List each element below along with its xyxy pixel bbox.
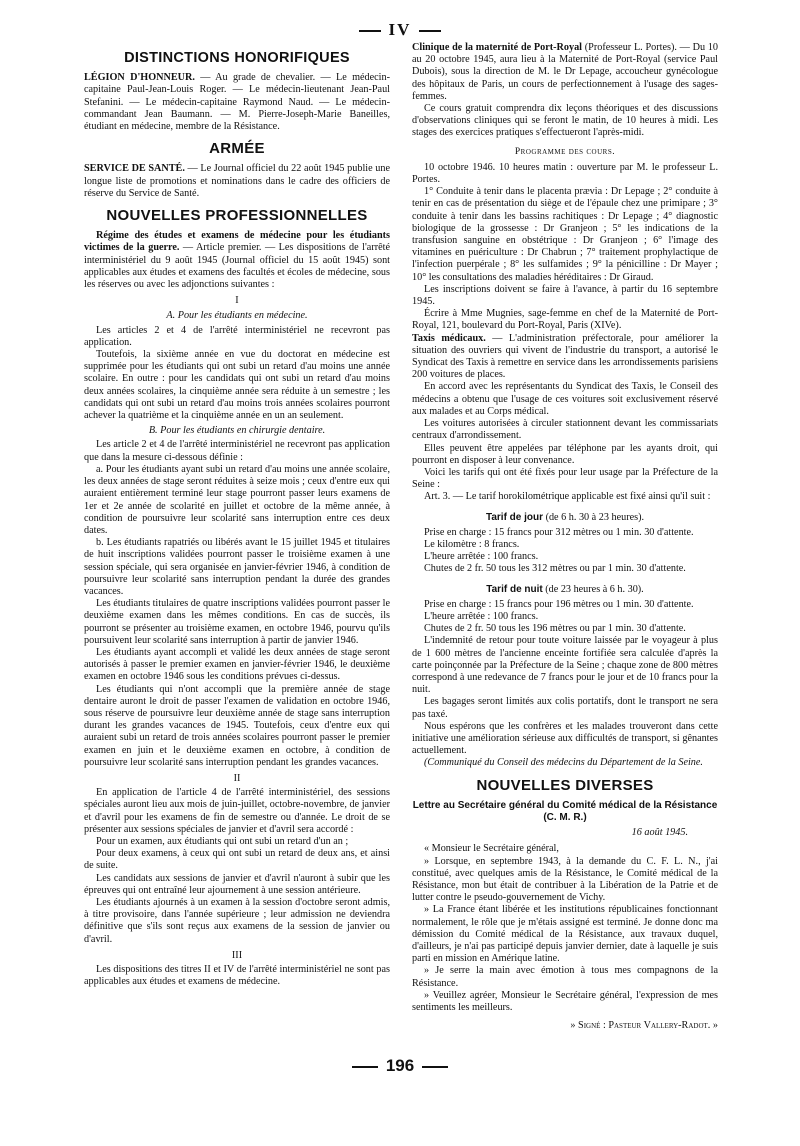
regime-paragraph xyxy=(84,230,390,291)
regime-text: — Article premier. — Les dispositions de l'arrêté interministériel du 9 août 1945 (Journal officiel du 15 août 1945) sont applicables aux études et examens des facultés et écoles de médecine, sous les réserves ou avec les adjonctions suivantes : xyxy=(84,242,390,291)
subheading-medecine: A. Pour les étudiants en médecine. xyxy=(166,310,308,322)
tarif-jour-hours: (de 6 h. 30 à 23 heures). xyxy=(543,511,645,523)
legion-paragraph xyxy=(84,72,390,133)
paragraph: Les dispositions des titres II et IV de l'arrêté interministériel ne sont pas applicables aux études et examens de médecine. xyxy=(84,964,390,988)
armee-text: — Le Journal officiel du 22 août 1945 publie une longue liste de promotions et nominations dans le cadre des officiers de réserve du Service de Santé. xyxy=(84,163,390,199)
letter-title: Lettre au Secrétaire général du Comité médical de la Résistance (C. M. R.) xyxy=(412,799,718,823)
paragraph: Les candidats aux sessions de janvier et d'avril n'auront à subir que les épreuves qui ont entraîné leur ajournement à une session antérieure. xyxy=(84,872,390,896)
paragraph: Les étudiants titulaires de quatre inscriptions validées pourront passer le deuxième examen dans les mêmes conditions. En cas de succès, ils pourront se présenter au troisième examen, en octobre 1946, pourvu qu'ils poursuivent leur scolarité sans interruption à partir de janvier 1946. xyxy=(84,598,390,646)
paragraph: » La France étant libérée et les institutions républicaines fonctionnant normalement, le rôle que je m'étais assigné est terminé. Je donne donc ma démission du Comité médical de la Résistance, aux travaux duquel, d'ailleurs, je n'ai pas participé depuis janvier dernier, date à laquelle je suis parti en mission en Amérique latine. xyxy=(412,904,718,965)
paragraph: L'heure arrêtée : 100 francs. xyxy=(424,610,539,622)
taxis-paragraph xyxy=(412,333,718,382)
paragraph: Les bagages seront limités aux colis portatifs, dont le transport ne sera pas taxé. xyxy=(412,696,718,720)
communique-note: (Communiqué du Conseil des médecins du Département de la Seine. xyxy=(424,757,703,769)
paragraph: Toutefois, la sixième année en vue du doctorat en médecine est supprimée pour les étudiants qui ont subi un retard d'au moins une année scolaire. En outre : pour les candidats qui ont subi un retard d'au moins deux années scolaires, la cinquième année sera réduite à un semestre ; les candidats qui ont subi un retard d'au moins trois années scolaires pourront achever la quatrième et la cinquième année en un an seulement. xyxy=(84,349,390,422)
paragraph: » Lorsque, en septembre 1943, à la demande du C. F. L. N., j'ai constitué, avec quelques amis de la Résistance, le Comité médical de la Résistance, mon but était de contribuer à la Libération de la Patrie et de lutter contre le pseudo-gouvernement de Vichy. xyxy=(412,855,718,904)
signature: » Signé : Pasteur Vallery-Radot. » xyxy=(570,1020,718,1032)
paragraph: Ce cours gratuit comprendra dix leçons théoriques et des discussions d'observations cliniques qui se feront le matin, de 10 heures à midi. Les stages des exercices pratiques s'effectueront l'après-midi. xyxy=(412,103,718,139)
paragraph: Prise en charge : 15 francs pour 196 mètres ou 1 min. 30 d'attente. xyxy=(424,598,694,610)
paragraph: Les inscriptions doivent se faire à l'avance, à partir du 16 septembre 1945. xyxy=(412,283,718,308)
tarif-nuit-label: Tarif de nuit xyxy=(486,583,543,595)
tarif-nuit-hours: (de 23 heures à 6 h. 30). xyxy=(542,583,644,595)
paragraph: Les étudiants ajournés à un examen à la session d'octobre seront admis, à titre provisoire, dans l'année supérieure ; leur admission ne deviendra définitive que s'ils sont reçus aux examens de la session de janvier ou d'avril. xyxy=(84,897,390,945)
paragraph: » Veuillez agréer, Monsieur le Secrétaire général, l'expression de mes sentiments les meilleurs. xyxy=(412,989,718,1014)
left-column xyxy=(84,42,390,988)
paragraph: 1° Conduite à tenir dans le placenta prævia : Dr Lepage ; 2° conduite à tenir en cas de présentation du siège et de l'épaule chez une primipare ; 3° conduite à tenir dans les bassins rachitiques : Dr Lepage ; 4° diagnostic biologique de la grossesse : Dr Granjeon ; 5° les indications de la transfusion sanguine en obstétrique : Dr Granjeon ; 6° l'image des vitamines en puériculture : Dr Chabrun ; 7° traitement prophylactique de l'infection puerpérale ; 8° les sulfamides ; 9° la pénicilline : Dr Mayer ; 10° les consultations des maladies héréditaires : Dr Giraud. xyxy=(412,186,718,283)
paragraph: « Monsieur le Secrétaire général, xyxy=(424,843,559,855)
paragraph: Elles peuvent être appelées par téléphone par les ayants droit, qui pourront en disposer à leur convenance. xyxy=(412,442,718,466)
paragraph: Écrire à Mme Mugnies, sage-femme en chef de la Maternité de Port-Royal, 121, boulevard du Port-Royal, Paris (XIVe). xyxy=(412,308,718,332)
right-column xyxy=(412,42,718,1032)
paragraph: L'indemnité de retour pour toute voiture laissée par le voyageur à plus de 1 600 mètres de l'ancienne enceinte fortifiée sera calculée d'après la carte poinçonnée par la Préfecture de la Seine ; chaque zone de 800 mètres correspond à une redevance de 7 francs pour le jour et de 10 francs pour la nuit. xyxy=(412,635,718,696)
paragraph: Les étudiants ayant accompli et validé les deux années de stage seront autorisés à passer le premier examen en janvier-février 1946, le deuxième examen en octobre 1946 sous les conditions prévues ci-dessus. xyxy=(84,646,390,683)
paragraph: Les étudiants qui n'ont accompli que la première année de stage dentaire auront le droit de passer l'examen de validation en octobre 1946, sous réserve de poursuivre leur deuxième année de stage sans interruption durant les grandes vacances de 1945. Toutefois, ceux d'entre eux qui auraient subi un retard de trois années scolaires pourront passer le premier examen en juin et le deuxième examen en octobre, à condition de poursuivre leur scolarité sans interruption pendant les grandes vacances. xyxy=(84,683,390,768)
paragraph: Pour deux examens, à ceux qui ont subi un retard de deux ans, et ainsi de suite. xyxy=(84,848,390,872)
section-roman-1: I xyxy=(235,295,239,307)
taxis-text: — L'administration préfectorale, pour améliorer la situation des ouvriers qui vivent de l'industrie du transport, a autorisé le Syndicat des Taxis à remettre en service dans les arrondissements parisiens 200 voitures de places. xyxy=(412,332,718,381)
paragraph: a. Pour les étudiants ayant subi un retard d'au moins une année scolaire, les deux années de stage seront réduites à seize mois ; ceux d'entre eux qui auraient entièrement terminé leur stage pourront passer leurs examens de 1er et 2e année de scolarité en juillet et octobre de la même année, à condition de poursuivre leur scolarité sans interruption entre ces deux dates. xyxy=(84,463,390,536)
letter-date: 16 août 1945. xyxy=(631,827,688,839)
paragraph: Le kilomètre : 8 francs. xyxy=(424,538,520,550)
taxis-lead: Taxis médicaux. xyxy=(412,332,486,344)
tarif-jour-label: Tarif de jour xyxy=(485,511,544,523)
paragraph: Chutes de 2 fr. 50 tous les 312 mètres ou par 1 min. 30 d'attente. xyxy=(424,563,686,575)
heading-armee: ARMÉE xyxy=(209,140,265,158)
page-number-bottom: 196 xyxy=(0,1056,800,1076)
paragraph: Art. 3. — Le tarif horokilométrique applicable est fixé ainsi qu'il suit : xyxy=(424,491,711,503)
paragraph: En application de l'article 4 de l'arrêté interministériel, des sessions spéciales auront lieu aux mois de juin-juillet, octobre-novembre, de janvier et d'avril pour les examens de fin de semestre ou d'année. Le droit de se présenter aux sessions spéciales de janvier et d'avril sera accordé : xyxy=(84,787,390,835)
paragraph: En accord avec les représentants du Syndicat des Taxis, le Conseil des médecins a obtenu que l'usage de ces voitures soit exclusivement réservé aux malades et au Corps médical. xyxy=(412,381,718,417)
paragraph: Nous espérons que les confrères et les malades trouveront dans cette initiative une amélioration sérieuse aux difficultés de transport, si gênantes actuellement. xyxy=(412,720,718,757)
paragraph: Pour un examen, aux étudiants qui ont subi un retard d'un an ; xyxy=(96,835,349,847)
programme-title: Programme des cours. xyxy=(514,146,616,157)
paragraph: Prise en charge : 15 francs pour 312 mètres ou 1 min. 30 d'attente. xyxy=(424,526,694,538)
legion-lead: LÉGION D'HONNEUR. xyxy=(84,72,195,84)
armee-paragraph xyxy=(84,163,390,200)
page-number-top: IV xyxy=(0,20,800,40)
tarif-nuit-heading xyxy=(412,584,718,596)
paragraph: » Je serre la main avec émotion à tous mes compagnons de la Résistance. xyxy=(412,965,718,989)
paragraph: Les article 2 et 4 de l'arrêté interministériel ne recevront pas application que dans la mesure ci-dessous définie : xyxy=(84,439,390,463)
paragraph: 10 octobre 1946. 10 heures matin : ouverture par M. le professeur L. Portes. xyxy=(412,161,718,186)
clinique-text: (Professeur L. Portes). — Du 10 au 20 octobre 1945, aura lieu à la Maternité de Port-Royal (service Paul Dubois), sous la direction de M. le Dr Lepage, accoucheur gynécologue des hôpitaux de Paris, un cours de perfectionnement à l'usage des sages-femmes. xyxy=(412,42,719,102)
heading-distinctions: DISTINCTIONS HONORIFIQUES xyxy=(124,50,350,66)
paragraph: L'heure arrêtée : 100 francs. xyxy=(424,551,539,563)
paragraph: b. Les étudiants rapatriés ou libérés avant le 15 juillet 1945 et titulaires de huit inscriptions validées pourront passer le troisième examen à une session spéciale, qui sera organisée en janvier-février 1946, à condition de poursuivre leur scolarité sans interruption pendant la durée des grandes vacances. xyxy=(84,537,390,597)
heading-nouvelles-professionnelles: NOUVELLES PROFESSIONNELLES xyxy=(106,207,368,225)
paragraph: Les voitures autorisées à circuler stationnent devant les commissariats centraux d'arrondissement. xyxy=(412,418,718,442)
legion-text: — Au grade de chevalier. — Le médecin-capitaine Paul-Jean-Louis Roger. — Le médecin-lieutenant Jean-Paul Stefanini. — Le médecin-capitaine Raymond Naud. — Le médecin-commandant Jean Baumann. — M. Pierre-Joseph-Marie Baneilles, étudiant en médecine, membre de la Résistance. xyxy=(84,72,390,133)
tarif-jour-heading xyxy=(412,512,718,524)
clinique-paragraph xyxy=(412,42,718,103)
armee-lead: SERVICE DE SANTÉ. xyxy=(84,163,185,175)
subheading-dentaire: B. Pour les étudiants en chirurgie dentaire. xyxy=(148,425,326,437)
heading-nouvelles-diverses: NOUVELLES DIVERSES xyxy=(476,776,654,794)
paragraph: Les articles 2 et 4 de l'arrêté interministériel ne recevront pas application. xyxy=(84,324,390,348)
paragraph: Voici les tarifs qui ont été fixés pour leur usage par la Préfecture de la Seine : xyxy=(412,466,718,491)
paragraph: Chutes de 2 fr. 50 tous les 196 mètres ou par 1 min. 30 d'attente. xyxy=(424,623,686,635)
regime-lead: Régime des études et examens de médecine pour les étudiants victimes de la guerre. xyxy=(84,230,390,254)
section-roman-3: III xyxy=(231,949,243,961)
clinique-lead: Clinique de la maternité de Port-Royal xyxy=(412,42,583,53)
section-roman-2: II xyxy=(233,772,241,784)
